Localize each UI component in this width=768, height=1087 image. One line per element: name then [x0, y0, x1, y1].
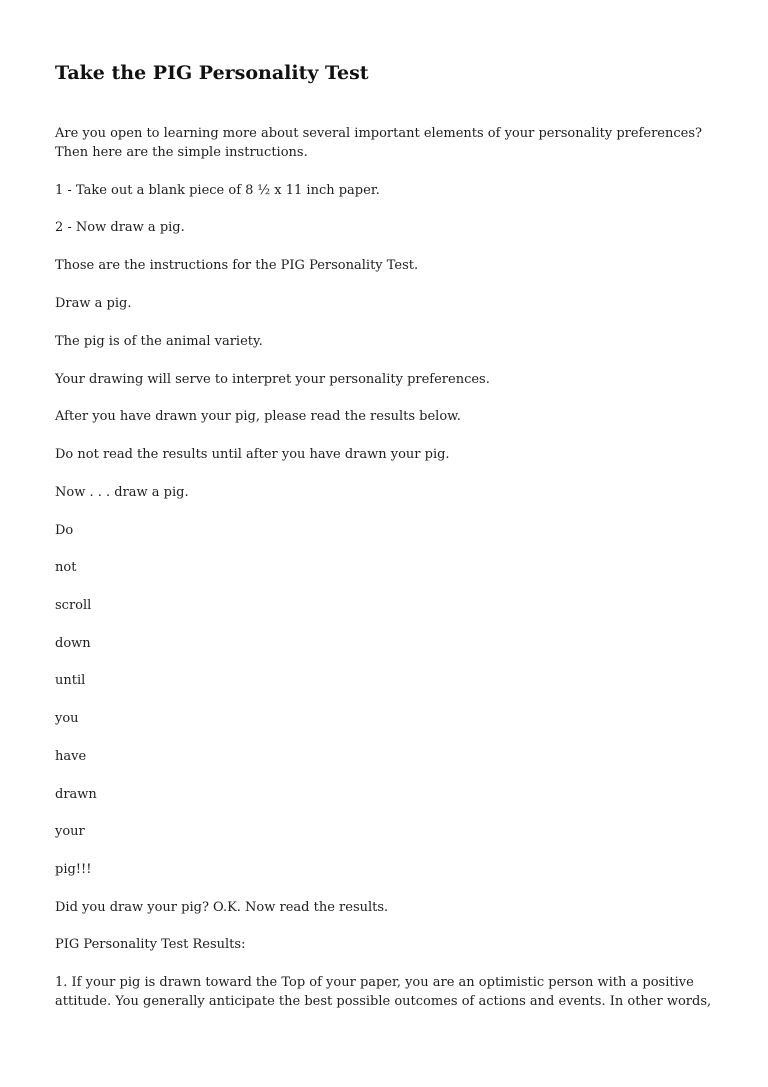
results-heading: PIG Personality Test Results:: [55, 937, 246, 952]
word-line: your: [55, 824, 85, 839]
word-line: down: [55, 636, 91, 651]
word-line: drawn: [55, 787, 97, 802]
paragraph: Your drawing will serve to interpret your personality preferences.: [55, 372, 490, 387]
word-line: not: [55, 560, 77, 575]
word-line: until: [55, 673, 86, 688]
word-line: pig!!!: [55, 862, 92, 877]
word-line: have: [55, 749, 87, 764]
paragraph: Now . . . draw a pig.: [55, 485, 189, 500]
paragraph: Draw a pig.: [55, 296, 132, 311]
word-line: Do: [55, 523, 74, 538]
instruction-step-2: 2 - Now draw a pig.: [55, 220, 185, 235]
paragraph: After you have drawn your pig, please read the results below.: [55, 409, 461, 424]
word-line: you: [55, 711, 79, 726]
paragraph: Do not read the results until after you have drawn your pig.: [55, 447, 450, 462]
paragraph: Those are the instructions for the PIG Personality Test.: [55, 258, 419, 273]
intro-paragraph: Are you open to learning more about several important elements of your personality preferences? Then here are the simple instructions.: [55, 126, 702, 160]
paragraph: The pig is of the animal variety.: [55, 334, 263, 349]
document-title: Take the PIG Personality Test: [55, 62, 369, 84]
paragraph: Did you draw your pig? O.K. Now read the results.: [55, 900, 389, 915]
instruction-step-1: 1 - Take out a blank piece of 8 ½ x 11 inch paper.: [55, 183, 380, 198]
result-item-1: 1. If your pig is drawn toward the Top of your paper, you are an optimistic person with a positive attitude. You generally anticipate the best possible outcomes of actions and events. In other words,: [55, 975, 712, 1009]
word-line: scroll: [55, 598, 92, 613]
